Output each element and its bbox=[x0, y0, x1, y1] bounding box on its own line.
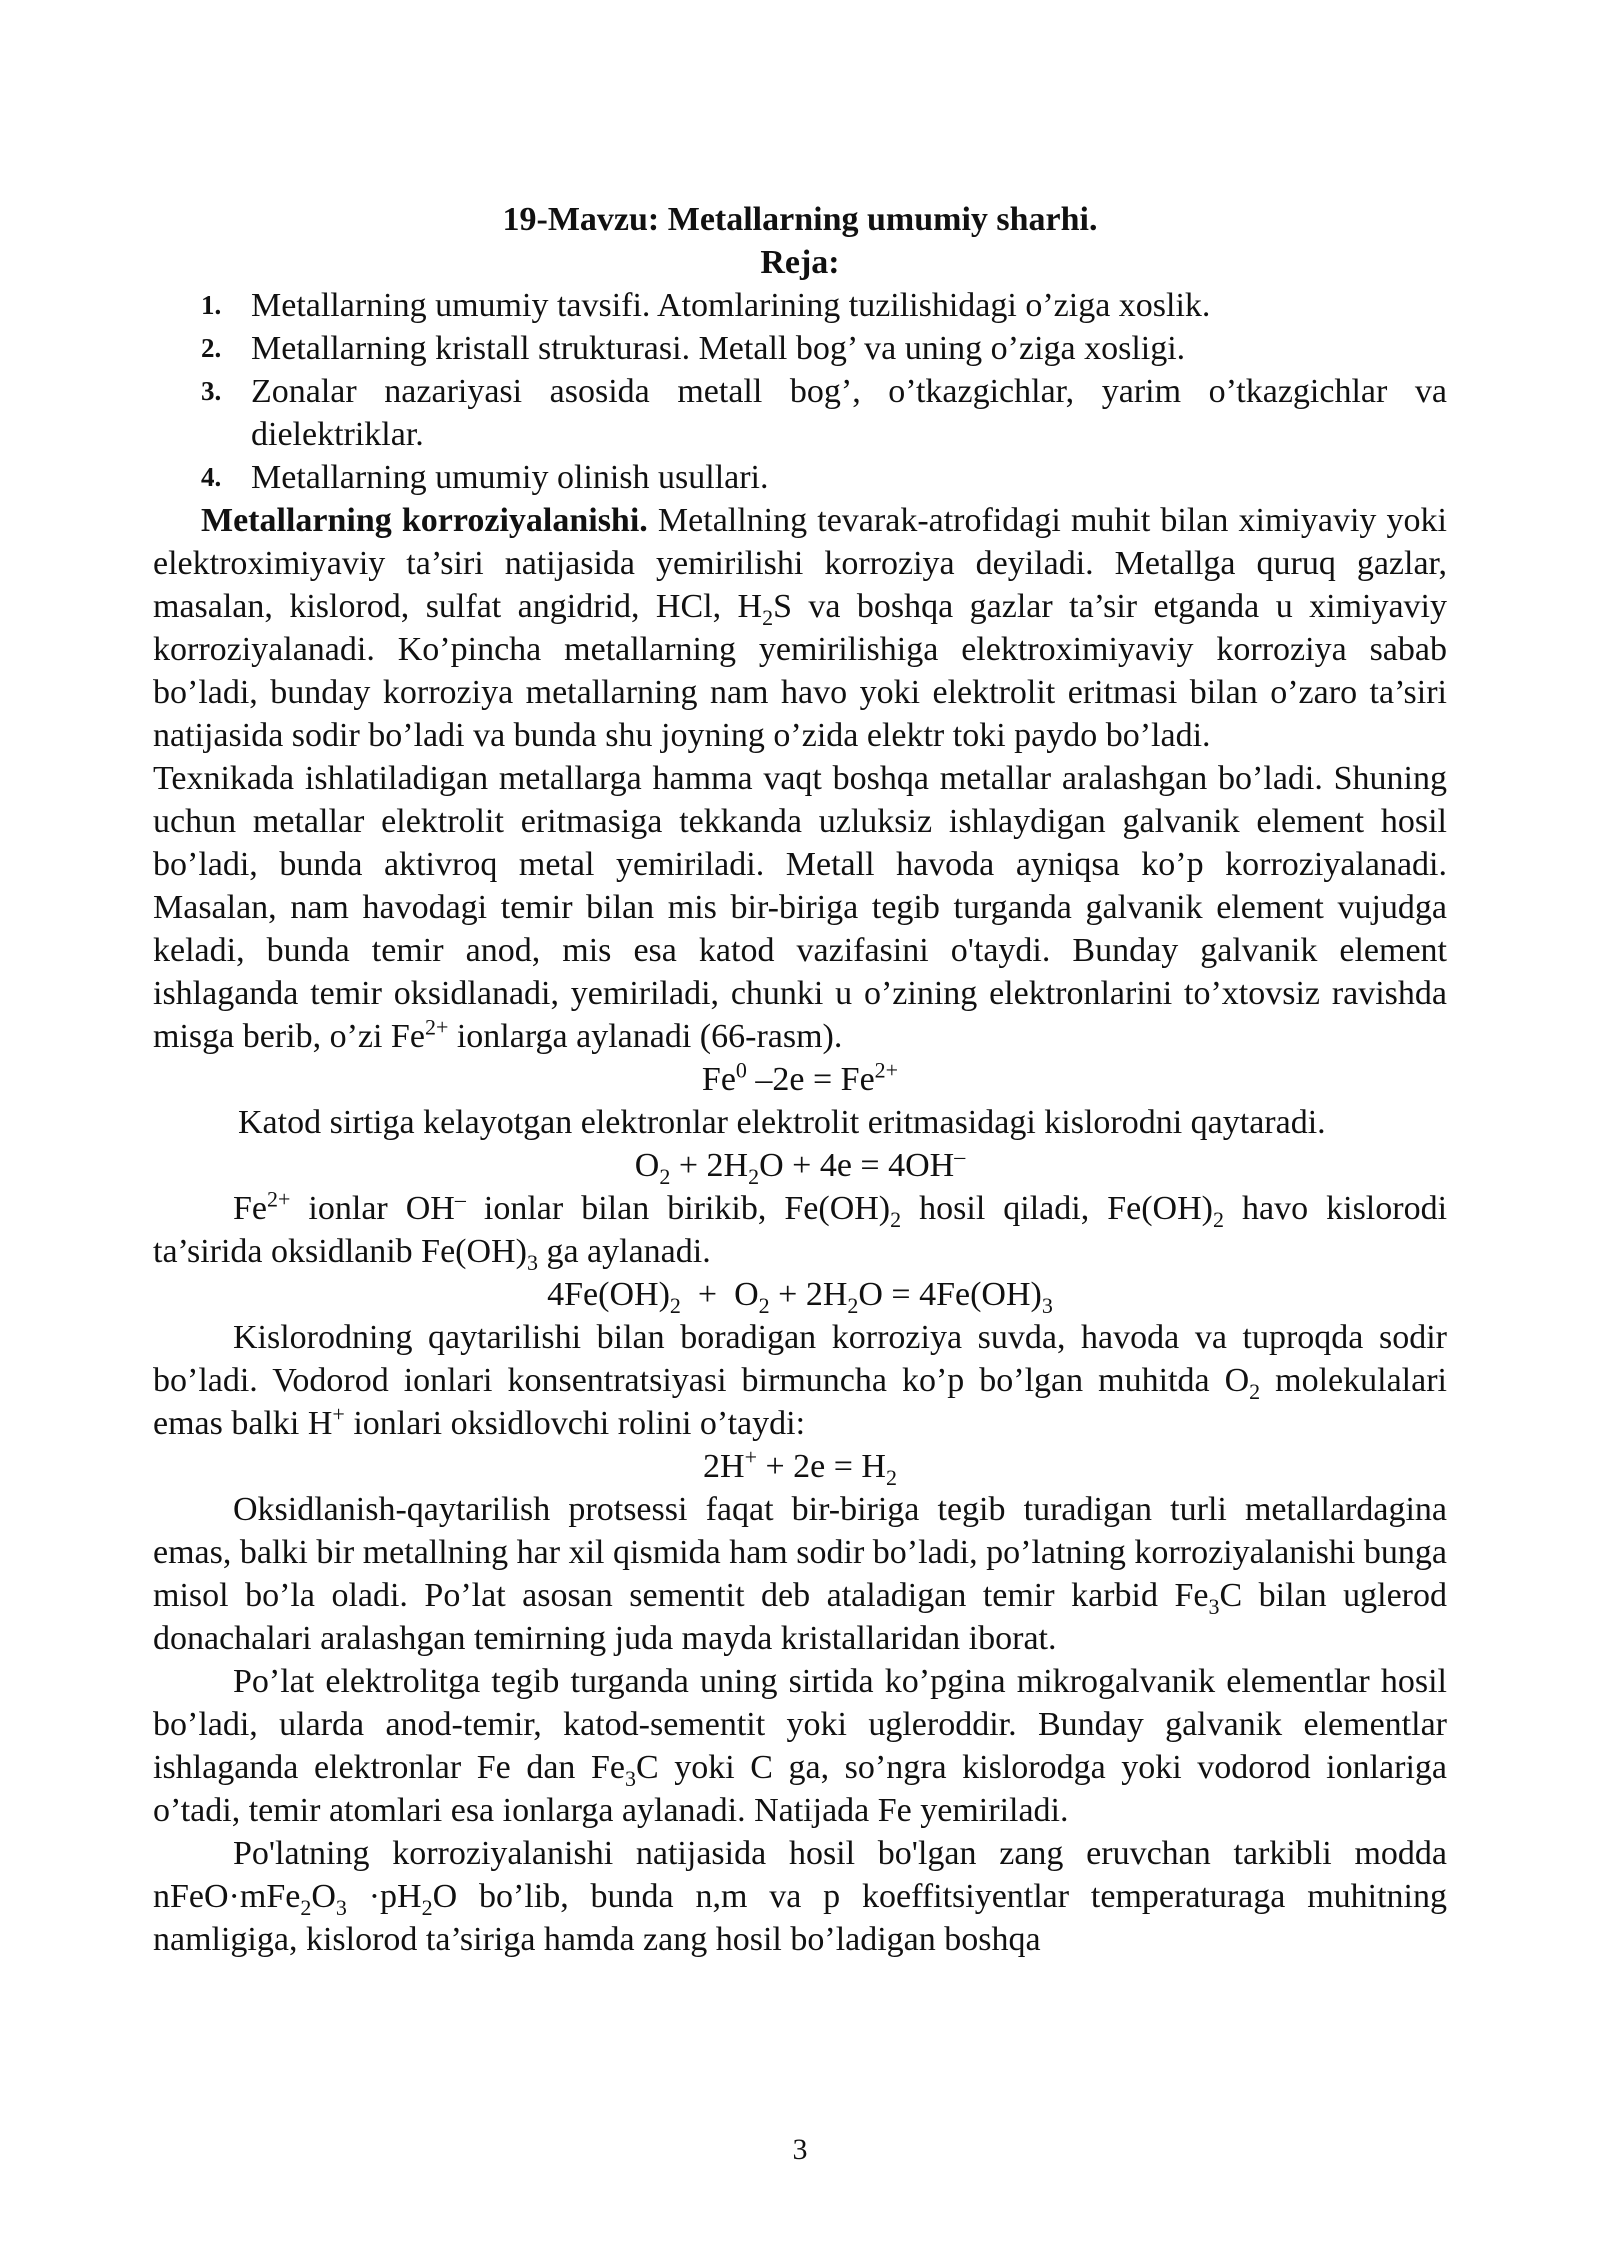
plan-item-text: Metallarning umumiy tavsifi. Atomlarining tuzilishidagi o’ziga xoslik. bbox=[251, 287, 1211, 324]
equation-part: O bbox=[634, 1147, 660, 1184]
equation-oxygen-reduction bbox=[153, 1144, 1447, 1187]
paragraph-text: ·pH bbox=[346, 1878, 422, 1915]
paragraph-microgalvanic bbox=[153, 1660, 1447, 1832]
equation-part: O + 4e = 4OH bbox=[759, 1147, 955, 1184]
paragraph-text: O bbox=[311, 1878, 336, 1915]
plan-item-number: 1. bbox=[201, 290, 222, 320]
paragraph-text: ionlar OH bbox=[290, 1190, 455, 1227]
superscript: 2+ bbox=[874, 1057, 899, 1083]
equation-part: 4Fe(OH) bbox=[547, 1276, 670, 1313]
page-title: 19-Mavzu: Metallarning umumiy sharhi. bbox=[502, 201, 1098, 238]
superscript: 2+ bbox=[267, 1186, 291, 1212]
plan-item-number: 3. bbox=[201, 376, 222, 406]
paragraph-text: hosil qiladi, Fe(OH) bbox=[901, 1190, 1213, 1227]
paragraph-text: ionlari oksidlovchi rolini o’taydi: bbox=[344, 1405, 806, 1442]
subscript: 2 bbox=[300, 1894, 312, 1920]
equation-part: + 2H bbox=[670, 1147, 749, 1184]
paragraph-text: Kislorodning qaytarilishi bilan boradigan korroziya suvda, havoda va tuproqda sodir bo’ladi. Vodorod ionlari konsentratsiyasi birmuncha ko’p bo’lgan muhitda O bbox=[153, 1319, 1447, 1399]
subscript: 2 bbox=[885, 1464, 897, 1490]
equation-part: + 2H bbox=[769, 1276, 848, 1313]
paragraph-text: Fe bbox=[233, 1190, 267, 1227]
equation-hydrogen bbox=[153, 1445, 1447, 1488]
paragraph-galvanic bbox=[153, 757, 1447, 1058]
plan-item-text: Metallarning umumiy olinish usullari. bbox=[251, 459, 769, 496]
paragraph-rust bbox=[153, 1832, 1447, 1961]
paragraph-cathode: Katod sirtiga kelayotgan elektronlar elektrolit eritmasidagi kislorodni qaytaradi. bbox=[238, 1104, 1326, 1141]
subscript: 3 bbox=[1041, 1292, 1053, 1318]
paragraph-text: ionlar bilan birikib, Fe(OH) bbox=[465, 1190, 891, 1227]
document-page bbox=[153, 198, 1447, 1961]
plan-item-number: 4. bbox=[201, 462, 222, 492]
paragraph-hydroxide bbox=[153, 1187, 1447, 1273]
subscript: 2 bbox=[421, 1894, 433, 1920]
equation-part: + O bbox=[680, 1276, 759, 1313]
subscript: 3 bbox=[526, 1249, 538, 1275]
equation-rust-formation bbox=[153, 1273, 1447, 1316]
subscript: 2 bbox=[758, 1292, 770, 1318]
plan-list bbox=[153, 284, 1447, 499]
paragraph-corrosion-definition bbox=[153, 499, 1447, 757]
paragraph-text: Po'latning korroziyalanishi natijasida hosil bo'lgan zang eruvchan tarkibli modda nFeO·mFe bbox=[153, 1835, 1447, 1915]
equation-part: + 2e = H bbox=[756, 1448, 886, 1485]
subscript: 2 bbox=[748, 1163, 760, 1189]
superscript: + bbox=[744, 1444, 757, 1470]
subscript: 2 bbox=[659, 1163, 671, 1189]
subscript: 2 bbox=[669, 1292, 681, 1318]
plan-item-text: Metallarning kristall strukturasi. Metall bog’ va uning o’ziga xosligi. bbox=[251, 330, 1186, 367]
paragraph-oxygen-corrosion bbox=[153, 1316, 1447, 1445]
paragraph-text: Po’lat elektrolitga tegib turganda uning sirtida ko’pgina mikrogalvanik elementlar hosil bo’ladi, ularda anod-temir, katod-sementit yoki ugleroddir. Bunday galvanik elementlar ishlaganda elektronlar Fe dan Fe bbox=[153, 1663, 1447, 1786]
equation-part: –2e = Fe bbox=[746, 1061, 875, 1098]
subscript: 2 bbox=[762, 604, 774, 630]
superscript: + bbox=[332, 1401, 345, 1427]
paragraph-text: ga aylanadi. bbox=[537, 1233, 711, 1270]
subscript: 2 bbox=[890, 1206, 902, 1232]
paragraph-text: Texnikada ishlatiladigan metallarga hamma vaqt boshqa metallar aralashgan bo’ladi. Shuning uchun metallar elektrolit eritmasiga tekkanda uzluksiz ishlaydigan galvanik element hosil bo’ladi, bunda aktivroq metal yemiriladi. Metall havoda ayniqsa ko’p korroziyalanadi. Masalan, nam havodagi temir bilan mis bir-biriga tegib turganda galvanik element vujudga keladi, bunda temir anod, mis esa katod vazifasini o'taydi. Bunday galvanik element ishlaganda temir oksidlanadi, yemiriladi, chunki u o’zining elektronlarini to’xtovsiz ravishda misga berib, o’zi Fe bbox=[153, 760, 1447, 1055]
equation-part: Fe bbox=[701, 1061, 736, 1098]
subscript: 2 bbox=[847, 1292, 859, 1318]
plan-item-text: Zonalar nazariyasi asosida metall bog’, o’tkazgichlar, yarim o’tkazgichlar va dielektriklar. bbox=[251, 373, 1447, 453]
equation-part: 2H bbox=[703, 1448, 745, 1485]
plan-item bbox=[153, 284, 1447, 327]
paragraph-text: havo kislorodi ta’sirida oksidlanib Fe(OH) bbox=[153, 1190, 1448, 1270]
subscript: 2 bbox=[1213, 1206, 1224, 1232]
plan-heading: Reja: bbox=[760, 244, 840, 281]
superscript: 2+ bbox=[424, 1014, 449, 1040]
equation-iron-oxidation bbox=[153, 1058, 1447, 1101]
subscript: 3 bbox=[1208, 1593, 1220, 1619]
plan-item bbox=[153, 370, 1447, 456]
subscript: 2 bbox=[1249, 1378, 1261, 1404]
paragraph-text: C yoki C ga, so’ngra kislorodga yoki vodorod ionlariga o’tadi, temir atomlari esa ionlarga aylanadi. Natijada Fe yemiriladi. bbox=[153, 1749, 1447, 1829]
section-heading: Metallarning korroziyalanishi. bbox=[201, 502, 648, 539]
plan-item-number: 2. bbox=[201, 333, 222, 363]
paragraph-text: ionlarga aylanadi (66-rasm). bbox=[448, 1018, 843, 1055]
equation-part: O = 4Fe(OH) bbox=[858, 1276, 1042, 1313]
paragraph-text: molekulalari emas balki H bbox=[153, 1362, 1447, 1442]
paragraph-steel-structure bbox=[153, 1488, 1447, 1660]
subscript: 3 bbox=[625, 1765, 636, 1791]
superscript: 0 bbox=[735, 1057, 747, 1083]
paragraph-text: C bilan uglerod donachalari aralashgan temirning juda mayda kristallaridan iborat. bbox=[153, 1577, 1447, 1657]
superscript: – bbox=[454, 1186, 466, 1212]
page-number: 3 bbox=[792, 2133, 808, 2166]
plan-item bbox=[153, 456, 1447, 499]
plan-item bbox=[153, 327, 1447, 370]
superscript: – bbox=[954, 1143, 966, 1169]
subscript: 3 bbox=[335, 1894, 347, 1920]
paragraph-text: Oksidlanish-qaytarilish protsessi faqat bir-biriga tegib turadigan turli metallardagina emas, balki bir metallning har xil qismida ham sodir bo’ladi, po’latning korroziyalanishi bunga misol bo’la oladi. Po’lat asosan sementit deb ataladigan temir karbid Fe bbox=[153, 1491, 1447, 1614]
paragraph-text: S va boshqa gazlar ta’sir etganda u ximiyaviy korroziyalanadi. Ko’pincha metallarning yemirilishiga elektroximiyaviy korroziya sabab bo’ladi, bunday korroziya metallarning nam havo yoki elektrolit eritmasi bilan o’zaro ta’siri natijasida sodir bo’ladi va bunda shu joyning o’zida elektr toki paydo bo’ladi. bbox=[153, 588, 1447, 754]
paragraph-text: O bo’lib, bunda n,m va p koeffitsiyentlar temperaturaga muhitning namligiga, kislorod ta’siriga hamda zang hosil bo’ladigan boshqa bbox=[153, 1878, 1447, 1958]
paragraph-text: Metallning tevarak-atrofidagi muhit bilan ximiyaviy yoki elektroximiyaviy ta’siri natijasida yemirilishi korroziya deyiladi. Metallga quruq gazlar, masalan, kislorod, sulfat angidrid, HCl, H bbox=[153, 502, 1447, 625]
